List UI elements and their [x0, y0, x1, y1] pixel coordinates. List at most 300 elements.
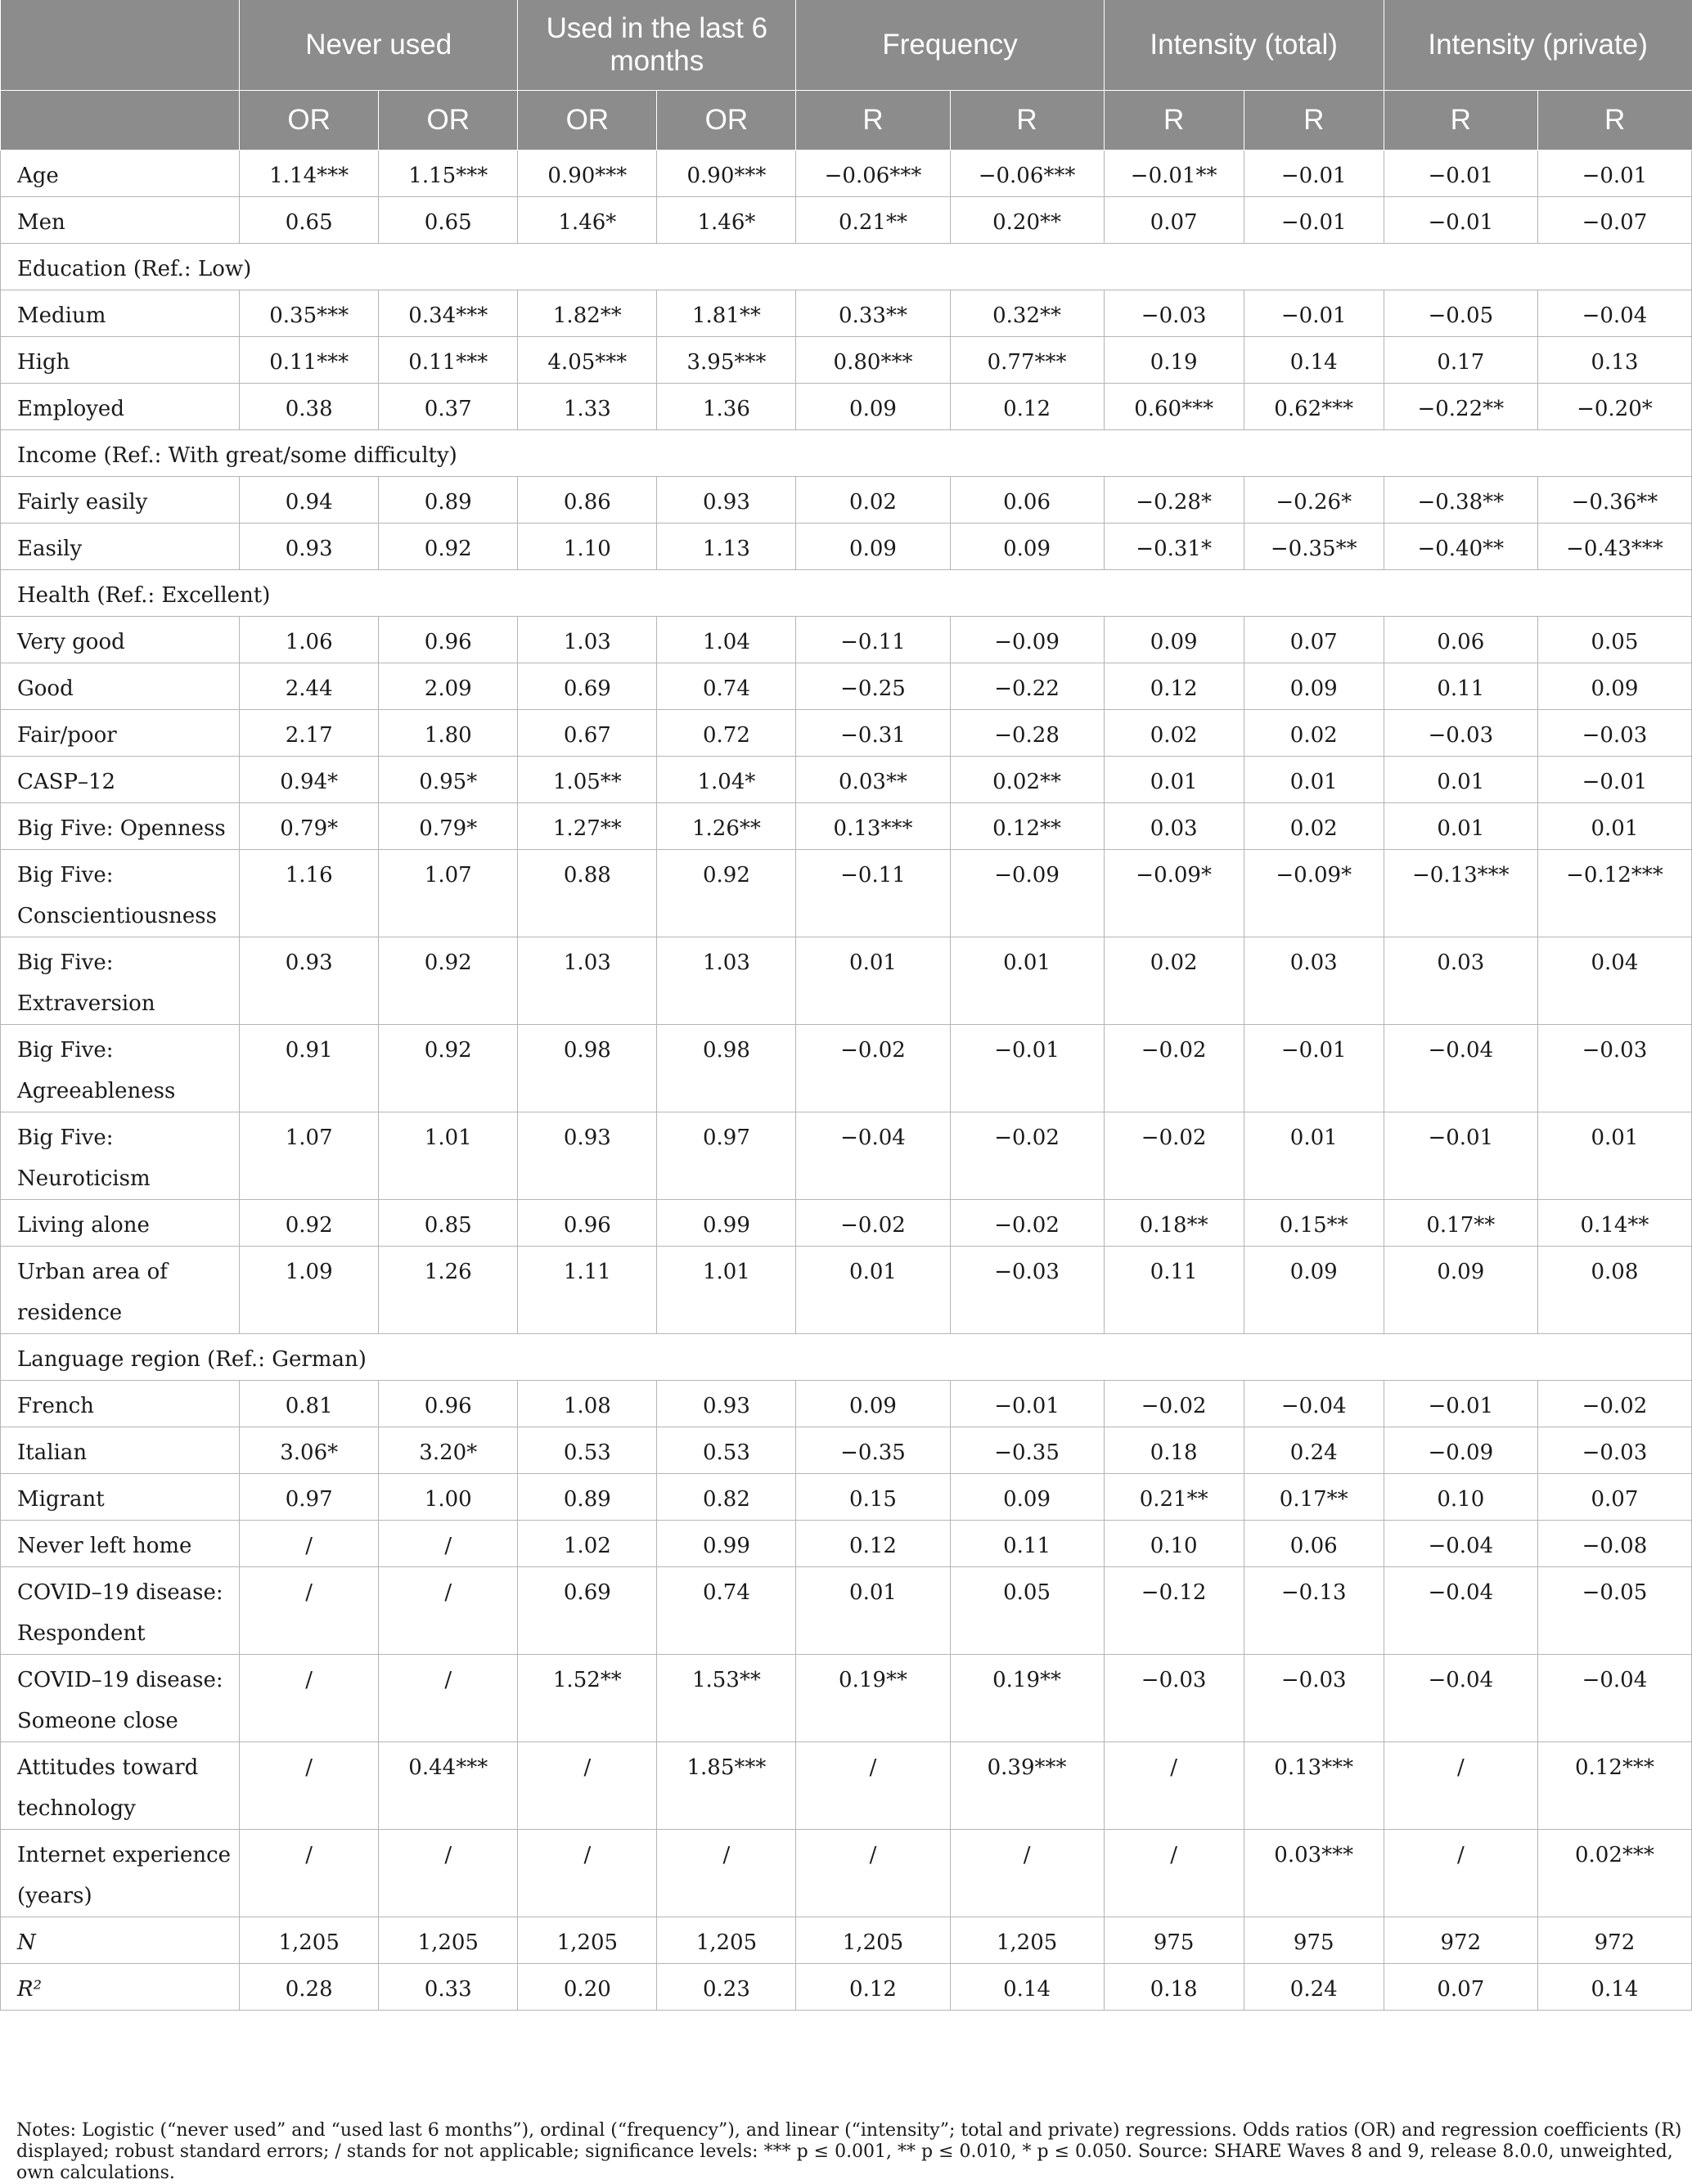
table-cell: 0.21** — [796, 197, 950, 244]
table-cell: 0.90*** — [518, 151, 657, 197]
table-cell: 1.03 — [518, 617, 657, 663]
table-cell: 1.08 — [518, 1381, 657, 1427]
table-cell: 0.18 — [1104, 1964, 1244, 2011]
row-label: High — [1, 337, 240, 384]
table-cell: 0.01 — [1537, 1112, 1691, 1200]
header-group-intensity-private: Intensity (private) — [1384, 0, 1691, 91]
table-cell: 0.12 — [1104, 663, 1244, 710]
section-label: Health (Ref.: Excellent) — [1, 570, 1692, 617]
table-cell: 1.26** — [657, 803, 796, 850]
table-cell: 0.01 — [796, 1247, 950, 1334]
table-cell: 0.17** — [1244, 1474, 1384, 1521]
table-cell: 0.37 — [379, 384, 518, 430]
table-cell: 1.04* — [657, 757, 796, 803]
table-cell: 1.01 — [379, 1112, 518, 1200]
header-group-intensity-total: Intensity (total) — [1104, 0, 1384, 91]
row-label: Fairly easily — [1, 477, 240, 524]
header-sub-corner — [1, 91, 240, 151]
table-cell: −0.26* — [1244, 477, 1384, 524]
table-cell: 0.05 — [1537, 617, 1691, 663]
table-cell: 1,205 — [657, 1917, 796, 1964]
table-cell: −0.43*** — [1537, 524, 1691, 570]
table-cell: 0.02 — [1244, 710, 1384, 757]
table-cell: 0.85 — [379, 1200, 518, 1247]
table-cell: 0.11*** — [379, 337, 518, 384]
table-cell: 0.02 — [796, 477, 950, 524]
table-cell: 0.53 — [657, 1427, 796, 1474]
table-row — [1, 937, 1692, 1025]
section-header-row — [1, 244, 1692, 290]
table-cell: / — [657, 1830, 796, 1917]
table-cell: 0.13*** — [1244, 1742, 1384, 1830]
table-cell: 0.34*** — [379, 290, 518, 337]
table-cell: 0.33 — [379, 1964, 518, 2011]
header-sub: OR — [379, 91, 518, 151]
table-cell: 1.01 — [657, 1247, 796, 1334]
table-cell: 1.16 — [240, 850, 379, 937]
table-cell: −0.02 — [1104, 1025, 1244, 1112]
row-label: Italian — [1, 1427, 240, 1474]
table-cell: −0.01 — [950, 1381, 1104, 1427]
table-cell: 1,205 — [379, 1917, 518, 1964]
table-cell: 3.06* — [240, 1427, 379, 1474]
row-label: R² — [1, 1964, 240, 2011]
table-row — [1, 337, 1692, 384]
row-label: Very good — [1, 617, 240, 663]
table-cell: −0.31 — [796, 710, 950, 757]
header-sub: R — [1244, 91, 1384, 151]
table-cell: 1.15*** — [379, 151, 518, 197]
table-cell: 0.65 — [240, 197, 379, 244]
table-cell: 0.89 — [518, 1474, 657, 1521]
table-cell: −0.05 — [1384, 290, 1537, 337]
table-cell: 1.46* — [657, 197, 796, 244]
table-cell: / — [1104, 1830, 1244, 1917]
table-cell: 0.93 — [240, 524, 379, 570]
row-label: N — [1, 1917, 240, 1964]
table-cell: −0.01 — [1244, 151, 1384, 197]
row-label: Men — [1, 197, 240, 244]
table-cell: 2.09 — [379, 663, 518, 710]
table-cell: 0.35*** — [240, 290, 379, 337]
table-row — [1, 1112, 1692, 1200]
table-cell: 0.07 — [1244, 617, 1384, 663]
table-cell: 1.14*** — [240, 151, 379, 197]
table-cell: 0.33** — [796, 290, 950, 337]
table-cell: 0.95* — [379, 757, 518, 803]
table-cell: −0.04 — [1244, 1381, 1384, 1427]
table-cell: 0.77*** — [950, 337, 1104, 384]
table-cell: 0.09 — [1244, 1247, 1384, 1334]
table-cell: 0.81 — [240, 1381, 379, 1427]
table-cell: / — [240, 1742, 379, 1830]
table-cell: −0.11 — [796, 850, 950, 937]
table-cell: −0.22** — [1384, 384, 1537, 430]
table-cell: 0.15 — [796, 1474, 950, 1521]
table-cell: 0.02 — [1244, 803, 1384, 850]
table-cell: 0.04 — [1537, 937, 1691, 1025]
section-header-row — [1, 1334, 1692, 1381]
table-cell: −0.02 — [796, 1200, 950, 1247]
table-cell: 1.00 — [379, 1474, 518, 1521]
table-row — [1, 1427, 1692, 1474]
row-label: Fair/poor — [1, 710, 240, 757]
table-cell: −0.09 — [1384, 1427, 1537, 1474]
table-row — [1, 710, 1692, 757]
table-cell: −0.01 — [1384, 1112, 1537, 1200]
table-cell: 0.01 — [1244, 757, 1384, 803]
table-cell: −0.02 — [950, 1112, 1104, 1200]
table-cell: 0.06 — [1244, 1521, 1384, 1567]
table-cell: 0.44*** — [379, 1742, 518, 1830]
row-label: Migrant — [1, 1474, 240, 1521]
table-cell: 0.14 — [1244, 337, 1384, 384]
table-cell: 0.67 — [518, 710, 657, 757]
table-body — [1, 151, 1692, 2011]
table-cell: 0.09 — [796, 384, 950, 430]
table-cell: 1.85*** — [657, 1742, 796, 1830]
table-cell: −0.02 — [950, 1200, 1104, 1247]
table-cell: 0.79* — [379, 803, 518, 850]
table-cell: −0.04 — [1384, 1655, 1537, 1742]
table-cell: 1.07 — [240, 1112, 379, 1200]
table-cell: −0.01 — [1537, 757, 1691, 803]
table-row — [1, 524, 1692, 570]
table-cell: 0.69 — [518, 663, 657, 710]
row-label: Good — [1, 663, 240, 710]
table-cell: −0.04 — [1537, 1655, 1691, 1742]
table-cell: −0.01 — [1384, 197, 1537, 244]
table-cell: 2.44 — [240, 663, 379, 710]
table-cell: 0.18 — [1104, 1427, 1244, 1474]
header-group-frequency: Frequency — [796, 0, 1104, 91]
table-cell: / — [1384, 1830, 1537, 1917]
table-cell: 0.13*** — [796, 803, 950, 850]
table-cell: −0.04 — [1537, 290, 1691, 337]
table-row — [1, 1964, 1692, 2011]
table-cell: 0.74 — [657, 1567, 796, 1655]
table-cell: / — [1104, 1742, 1244, 1830]
table-cell: / — [796, 1830, 950, 1917]
table-cell: / — [379, 1521, 518, 1567]
table-cell: −0.04 — [1384, 1521, 1537, 1567]
table-cell: 0.96 — [379, 617, 518, 663]
table-cell: −0.09 — [950, 617, 1104, 663]
table-cell: / — [950, 1830, 1104, 1917]
table-row — [1, 1025, 1692, 1112]
table-cell: −0.04 — [796, 1112, 950, 1200]
table-cell: 0.09 — [950, 524, 1104, 570]
row-label: Employed — [1, 384, 240, 430]
table-cell: / — [240, 1521, 379, 1567]
table-cell: 1.06 — [240, 617, 379, 663]
table-cell: 0.93 — [240, 937, 379, 1025]
row-label: Never left home — [1, 1521, 240, 1567]
section-label: Language region (Ref.: German) — [1, 1334, 1692, 1381]
table-cell: 0.97 — [657, 1112, 796, 1200]
table-cell: 0.01 — [796, 1567, 950, 1655]
table-row — [1, 1200, 1692, 1247]
table-cell: / — [379, 1830, 518, 1917]
table-cell: 0.80*** — [796, 337, 950, 384]
table-cell: 1,205 — [518, 1917, 657, 1964]
table-cell: −0.13*** — [1384, 850, 1537, 937]
table-header — [1, 0, 1692, 151]
table-cell: 0.14 — [1537, 1964, 1691, 2011]
table-cell: 0.20** — [950, 197, 1104, 244]
table-cell: 0.14 — [950, 1964, 1104, 2011]
table-cell: 1,205 — [950, 1917, 1104, 1964]
table-cell: 0.39*** — [950, 1742, 1104, 1830]
table-cell: 1.26 — [379, 1247, 518, 1334]
table-cell: 0.02*** — [1537, 1830, 1691, 1917]
table-cell: 0.24 — [1244, 1964, 1384, 2011]
table-cell: 0.14** — [1537, 1200, 1691, 1247]
table-cell: / — [379, 1655, 518, 1742]
table-cell: 2.17 — [240, 710, 379, 757]
table-cell: / — [796, 1742, 950, 1830]
table-cell: −0.38** — [1384, 477, 1537, 524]
table-cell: 0.82 — [657, 1474, 796, 1521]
table-cell: −0.28 — [950, 710, 1104, 757]
table-cell: −0.31* — [1104, 524, 1244, 570]
table-cell: 0.89 — [379, 477, 518, 524]
row-label: Living alone — [1, 1200, 240, 1247]
table-cell: 0.93 — [657, 1381, 796, 1427]
table-row — [1, 1655, 1692, 1742]
table-cell: 0.02 — [1104, 710, 1244, 757]
table-cell: 0.12*** — [1537, 1742, 1691, 1830]
table-cell: 0.09 — [1104, 617, 1244, 663]
table-cell: −0.09 — [950, 850, 1104, 937]
table-cell: −0.04 — [1384, 1567, 1537, 1655]
table-cell: 0.60*** — [1104, 384, 1244, 430]
table-row — [1, 1521, 1692, 1567]
table-cell: 0.10 — [1384, 1474, 1537, 1521]
table-cell: 0.99 — [657, 1200, 796, 1247]
table-cell: / — [1384, 1742, 1537, 1830]
table-cell: 0.01 — [1537, 803, 1691, 850]
table-cell: 0.92 — [240, 1200, 379, 1247]
table-cell: 0.12 — [796, 1521, 950, 1567]
table-cell: 0.06 — [950, 477, 1104, 524]
table-cell: 3.20* — [379, 1427, 518, 1474]
table-cell: 0.65 — [379, 197, 518, 244]
table-cell: −0.06*** — [796, 151, 950, 197]
table-row — [1, 1247, 1692, 1334]
table-cell: 0.09 — [796, 1381, 950, 1427]
table-cell: 1.52** — [518, 1655, 657, 1742]
table-cell: 0.01 — [1384, 757, 1537, 803]
table-cell: 0.62*** — [1244, 384, 1384, 430]
table-cell: −0.36** — [1537, 477, 1691, 524]
header-sub: OR — [657, 91, 796, 151]
header-group-used-last-6-months: Used in the last 6 months — [518, 0, 796, 91]
table-cell: −0.03 — [1244, 1655, 1384, 1742]
table-cell: −0.20* — [1537, 384, 1691, 430]
header-group-row — [1, 0, 1692, 91]
section-header-row — [1, 430, 1692, 477]
table-cell: 0.01 — [1384, 803, 1537, 850]
table-cell: 0.99 — [657, 1521, 796, 1567]
row-label: French — [1, 1381, 240, 1427]
row-label: Big Five: Openness — [1, 803, 240, 850]
table-cell: −0.01 — [1244, 290, 1384, 337]
table-cell: −0.09* — [1244, 850, 1384, 937]
table-cell: 972 — [1537, 1917, 1691, 1964]
table-cell: −0.12 — [1104, 1567, 1244, 1655]
table-cell: 0.01 — [796, 937, 950, 1025]
table-cell: −0.03 — [1384, 710, 1537, 757]
table-cell: −0.12*** — [1537, 850, 1691, 937]
table-notes: Notes: Logistic (“never used” and “used last 6 months”), ordinal (“frequency”), and linear (“intensity”; total and private) regressions. Odds ratios (OR) and regression coefficients (R) displayed; robust standard errors; / stands for not applicable; significance levels: *** p ≤ 0.001, ** p ≤ 0.010, * p ≤ 0.050. Source: SHARE Waves 8 and 9, release 8.0.0, unweighted, own calculations. — [16, 2120, 1682, 2183]
table-cell: −0.03 — [1537, 1427, 1691, 1474]
table-cell: 0.19** — [950, 1655, 1104, 1742]
table-cell: 1.02 — [518, 1521, 657, 1567]
table-cell: 975 — [1244, 1917, 1384, 1964]
row-label: Easily — [1, 524, 240, 570]
table-cell: 0.01 — [950, 937, 1104, 1025]
table-cell: 3.95*** — [657, 337, 796, 384]
table-cell: 4.05*** — [518, 337, 657, 384]
table-cell: 0.93 — [657, 477, 796, 524]
table-cell: −0.35 — [796, 1427, 950, 1474]
table-cell: 0.09 — [1384, 1247, 1537, 1334]
table-row — [1, 757, 1692, 803]
table-cell: 0.02 — [1104, 937, 1244, 1025]
table-row — [1, 1381, 1692, 1427]
table-cell: −0.01** — [1104, 151, 1244, 197]
section-label: Education (Ref.: Low) — [1, 244, 1692, 290]
table-cell: / — [518, 1830, 657, 1917]
table-cell: −0.04 — [1384, 1025, 1537, 1112]
table-cell: 1.33 — [518, 384, 657, 430]
table-cell: −0.02 — [1104, 1112, 1244, 1200]
table-cell: 1.46* — [518, 197, 657, 244]
row-label: Big Five: Agreeableness — [1, 1025, 240, 1112]
table-cell: 0.96 — [379, 1381, 518, 1427]
header-sub: R — [950, 91, 1104, 151]
table-cell: 0.01 — [1104, 757, 1244, 803]
table-cell: 0.09 — [950, 1474, 1104, 1521]
header-sub: R — [796, 91, 950, 151]
table-row — [1, 617, 1692, 663]
table-cell: 0.11 — [1384, 663, 1537, 710]
row-label: COVID–19 disease: Someone close — [1, 1655, 240, 1742]
row-label: Big Five: Conscientiousness — [1, 850, 240, 937]
table-cell: 0.08 — [1537, 1247, 1691, 1334]
header-sub: R — [1104, 91, 1244, 151]
table-cell: −0.02 — [1537, 1381, 1691, 1427]
table-cell: 0.92 — [379, 524, 518, 570]
table-cell: / — [240, 1567, 379, 1655]
table-cell: 1,205 — [796, 1917, 950, 1964]
table-cell: 1.13 — [657, 524, 796, 570]
table-cell: 0.11 — [950, 1521, 1104, 1567]
table-cell: 1.07 — [379, 850, 518, 937]
table-cell: 0.98 — [518, 1025, 657, 1112]
table-cell: 0.10 — [1104, 1521, 1244, 1567]
table-cell: 0.13 — [1537, 337, 1691, 384]
table-cell: −0.03 — [1104, 1655, 1244, 1742]
table-cell: 0.11 — [1104, 1247, 1244, 1334]
table-cell: 1.81** — [657, 290, 796, 337]
table-row — [1, 477, 1692, 524]
table-cell: 0.03 — [1104, 803, 1244, 850]
table-cell: 1.03 — [657, 937, 796, 1025]
table-cell: 0.20 — [518, 1964, 657, 2011]
table-cell: −0.25 — [796, 663, 950, 710]
table-cell: / — [379, 1567, 518, 1655]
table-cell: −0.01 — [1537, 151, 1691, 197]
table-cell: 0.86 — [518, 477, 657, 524]
table-cell: 1,205 — [240, 1917, 379, 1964]
table-cell: −0.03 — [950, 1247, 1104, 1334]
table-row — [1, 850, 1692, 937]
table-cell: 0.19** — [796, 1655, 950, 1742]
row-label: Internet experience (years) — [1, 1830, 240, 1917]
table-row — [1, 1742, 1692, 1830]
header-sub: OR — [240, 91, 379, 151]
table-cell: 0.02** — [950, 757, 1104, 803]
table-cell: 1.09 — [240, 1247, 379, 1334]
table-cell: 0.90*** — [657, 151, 796, 197]
row-label: Attitudes toward technology — [1, 1742, 240, 1830]
table-cell: 0.12 — [796, 1964, 950, 2011]
table-cell: 0.53 — [518, 1427, 657, 1474]
table-row — [1, 290, 1692, 337]
table-cell: 0.24 — [1244, 1427, 1384, 1474]
row-label: Big Five: Neuroticism — [1, 1112, 240, 1200]
table-cell: 0.91 — [240, 1025, 379, 1112]
table-row — [1, 803, 1692, 850]
table-cell: 0.19 — [1104, 337, 1244, 384]
table-cell: −0.01 — [950, 1025, 1104, 1112]
table-cell: 0.92 — [379, 1025, 518, 1112]
table-row — [1, 663, 1692, 710]
table-cell: −0.01 — [1244, 1025, 1384, 1112]
header-sub: R — [1537, 91, 1691, 151]
row-label: Big Five: Extraversion — [1, 937, 240, 1025]
table-cell: 0.74 — [657, 663, 796, 710]
table-cell: 0.06 — [1384, 617, 1537, 663]
header-corner — [1, 0, 240, 91]
table-cell: 0.09 — [1244, 663, 1384, 710]
table-cell: 1.53** — [657, 1655, 796, 1742]
table-cell: −0.35 — [950, 1427, 1104, 1474]
table-cell: −0.05 — [1537, 1567, 1691, 1655]
table-cell: −0.22 — [950, 663, 1104, 710]
table-cell: 0.72 — [657, 710, 796, 757]
table-row — [1, 1474, 1692, 1521]
row-label: CASP–12 — [1, 757, 240, 803]
table-cell: 0.93 — [518, 1112, 657, 1200]
table-cell: 0.32** — [950, 290, 1104, 337]
table-cell: 0.79* — [240, 803, 379, 850]
table-cell: −0.06*** — [950, 151, 1104, 197]
table-cell: −0.02 — [796, 1025, 950, 1112]
table-cell: 1.82** — [518, 290, 657, 337]
table-cell: 0.15** — [1244, 1200, 1384, 1247]
header-sub-row — [1, 91, 1692, 151]
table-cell: 0.23 — [657, 1964, 796, 2011]
table-row — [1, 1830, 1692, 1917]
table-cell: 0.17 — [1384, 337, 1537, 384]
table-row — [1, 151, 1692, 197]
table-cell: 0.07 — [1104, 197, 1244, 244]
table-cell: 0.28 — [240, 1964, 379, 2011]
table-cell: −0.08 — [1537, 1521, 1691, 1567]
